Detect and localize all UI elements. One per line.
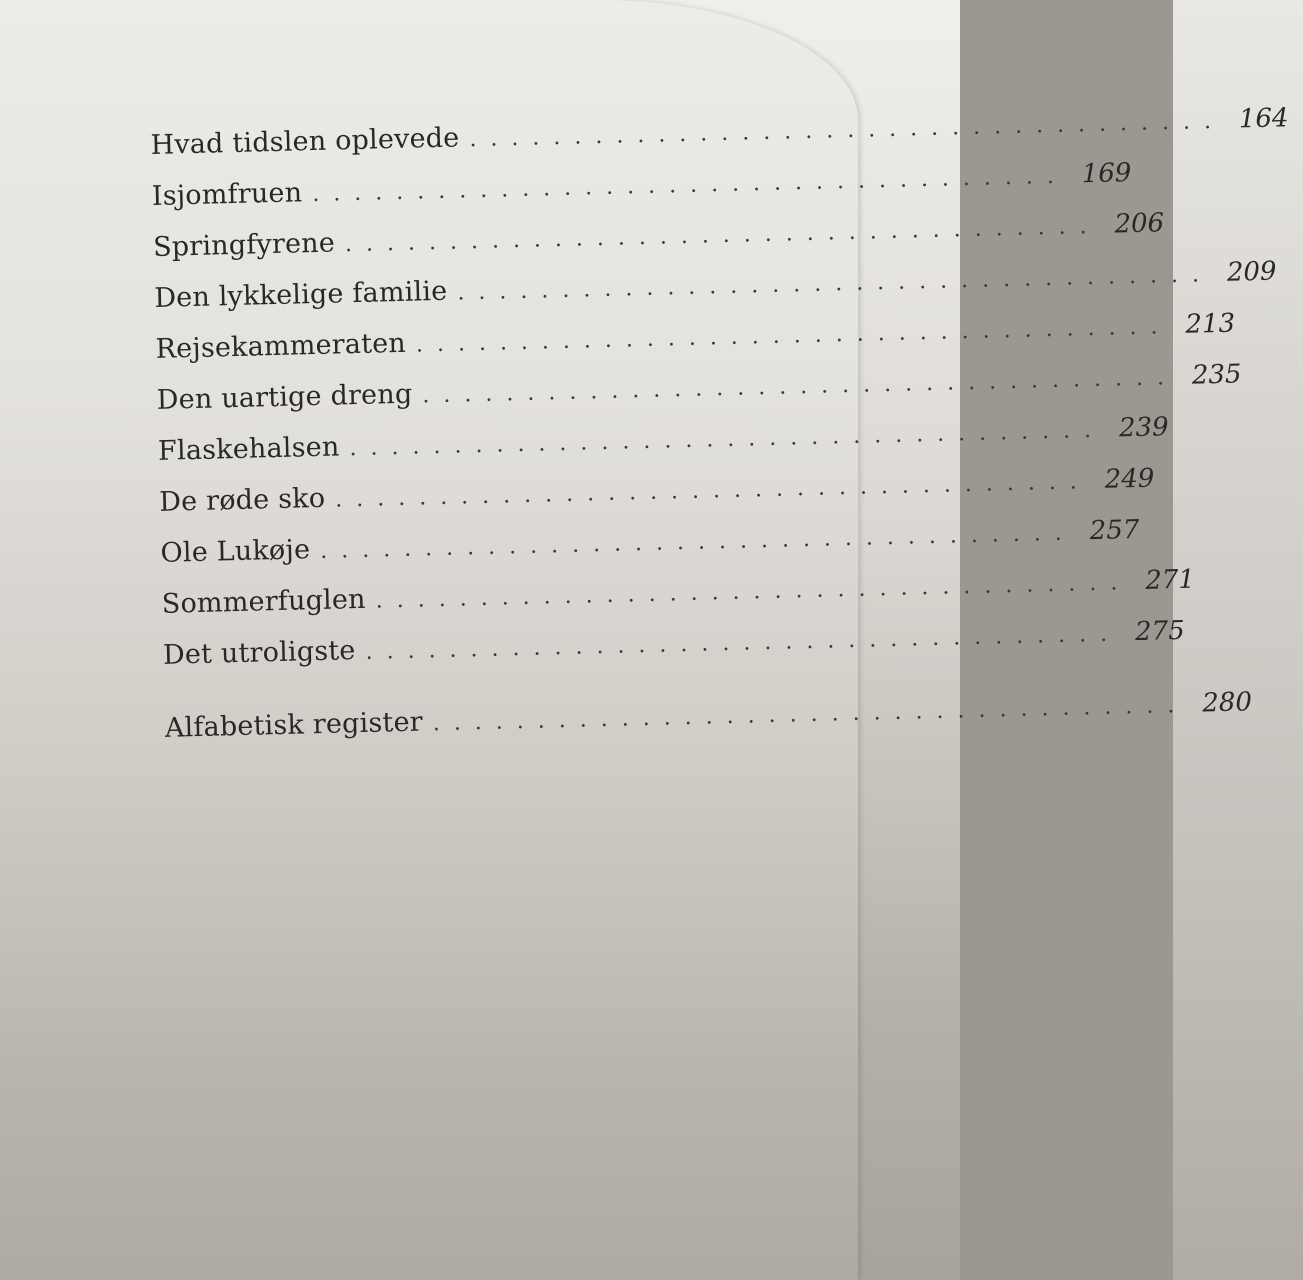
toc-entry-page: 271 [1144,564,1196,596]
toc-entry-title: Springfyrene [152,227,336,263]
toc-entry-page: 164 [1238,103,1289,135]
toc-entry-title: De røde sko [158,482,326,518]
dot-leader: .................................... [344,213,1101,258]
dot-leader: .................................... [432,692,1189,737]
dot-leader: .................................... [349,417,1106,462]
toc-entry-title: Sommerfuglen [161,583,367,620]
toc-entry-page: 209 [1226,256,1277,288]
toc-entry-title: Den uartige dreng [156,378,413,416]
dot-leader: .................................... [422,364,1179,409]
table-of-contents [150,103,1289,754]
toc-entry-page: 169 [1081,158,1132,190]
dot-leader: .................................... [415,314,1172,358]
toc-entry-page: 280 [1201,687,1253,719]
adjacent-surface [1173,0,1303,1280]
toc-entry-page: 275 [1134,615,1186,648]
dot-leader: .................................... [457,262,1214,306]
dot-leader: .................................... [311,163,1069,208]
toc-entry [164,687,1253,754]
toc-entry-title: Det utroligste [162,635,356,671]
dot-leader: .................................... [375,570,1132,614]
toc-entry-title: Ole Lukøje [160,534,311,569]
toc-entry-title: Alfabetisk register [164,706,424,744]
toc-entry-title: Den lykkelige familie [153,275,448,314]
toc-entry-page: 239 [1118,412,1170,444]
toc-entry-title: Hvad tidslen oplevede [150,122,460,161]
dot-leader: .................................... [365,621,1122,665]
dot-leader: .................................... [334,469,1092,513]
toc-entry-title: Rejsekammeraten [155,327,407,365]
dot-leader: .................................... [469,108,1226,153]
toc-entry-page: 257 [1089,514,1140,547]
toc-entry-title: Flaskehalsen [157,431,340,467]
toc-entry-title: Isjomfruen [151,177,303,212]
toc-entry-page: 206 [1114,208,1165,240]
toc-entry-page: 249 [1104,463,1155,495]
dot-leader: .................................... [319,520,1077,564]
toc-entry-page: 235 [1191,359,1242,391]
toc-entry-page: 213 [1185,308,1236,340]
